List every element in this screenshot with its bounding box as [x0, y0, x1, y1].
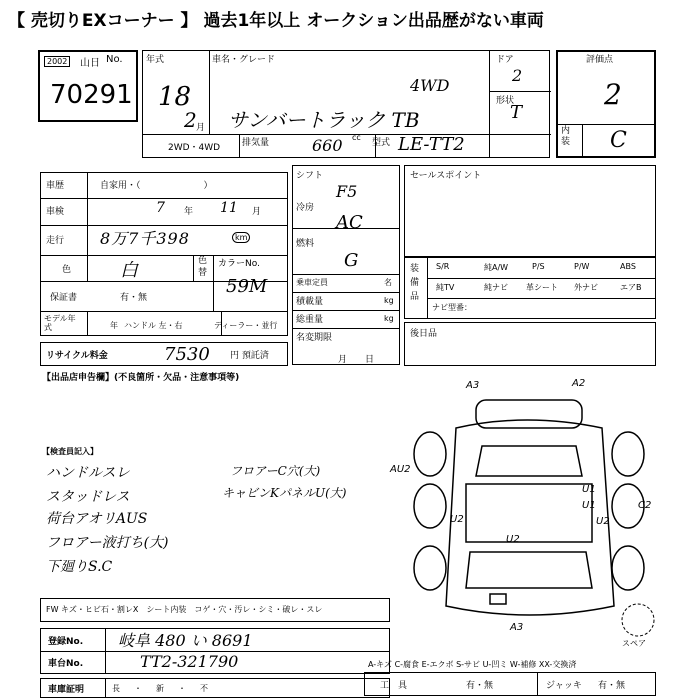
damage-mark: U2 [596, 516, 610, 527]
month-value: 2 [184, 108, 197, 132]
lot-number: 70291 [50, 80, 133, 110]
later-box [404, 322, 656, 366]
chassis-label: 車台No. [48, 659, 84, 669]
inspector-note: フロアー液打ち(大) [46, 535, 169, 551]
equipment-item: P/W [574, 262, 590, 271]
chassis-value: TT2-321790 [140, 652, 239, 671]
glass-interior-text: FW キズ・ヒビ石・割レX シート内装 コゲ・穴・汚レ・シミ・破レ・スレ [46, 605, 323, 614]
displacement-label: 排気量 [242, 138, 270, 148]
damage-mark: U2 [450, 514, 464, 525]
ac-label: 冷房 [296, 203, 315, 213]
inspector-note: スタッドレス [46, 489, 130, 505]
month-unit-2: 月 [252, 207, 262, 217]
damage-mark: U2 [506, 534, 520, 545]
drive-label: 2WD・4WD [168, 143, 221, 153]
month-unit: 月 [196, 123, 206, 133]
wheel-rl [414, 546, 446, 590]
inspector-note: フロアーC穴(大) [230, 464, 321, 478]
wheel-rr [612, 546, 644, 590]
name-label: 車名・グレード [212, 55, 276, 65]
inspector-note: ハンドルスレ [46, 465, 130, 481]
history-value: 自家用・（ ） [100, 181, 213, 191]
damage-legend: A-キズ C-腐食 E-エクボ S-サビ U-凹ミ W-補修 XX-交換済 [368, 660, 577, 669]
inspector-note: 下廻りS.C [46, 559, 113, 575]
lot-region: 2002 [44, 56, 70, 67]
mileage-value: 8万7千398 [100, 229, 190, 248]
cc-unit: cc [352, 133, 361, 142]
fuel-label: 燃料 [296, 239, 315, 249]
windshield-outline [476, 446, 582, 476]
equipment-item: エアB [620, 283, 642, 292]
damage-mark: A2 [572, 378, 586, 389]
navi-label: ナビ型番： [432, 303, 472, 312]
damage-mark: AU2 [390, 464, 411, 475]
recycle-label: リサイクル料金 [46, 351, 108, 361]
tools-value: 有・無 [466, 681, 494, 691]
header-title: 【 売切りEXコーナー 】 過去1年以上 オークション出品歴がない車両 [8, 11, 544, 31]
mileage-label: 走行 [46, 236, 65, 246]
shift-value: F5 [336, 182, 358, 201]
interior-label: 内装 [561, 126, 571, 147]
name-change-label: 名変期限 [296, 333, 333, 343]
shape-label: 形状 [496, 96, 515, 106]
damage-mark: A3 [510, 622, 524, 632]
equipment-item: 純ナビ [484, 283, 508, 292]
cert-options: 長・新・不 [112, 684, 222, 693]
year-unit: 年 [184, 207, 194, 217]
cert-label: 車庫証明 [48, 685, 85, 695]
equipment-item: 純A/W [484, 263, 509, 272]
jack-value: 有・無 [598, 681, 626, 691]
car-body-outline [446, 420, 614, 615]
door-label: ドア [496, 55, 514, 65]
wheel-fl [414, 432, 446, 476]
inspector-note: キャビンKパネルU(大) [222, 486, 347, 500]
capacity-label: 乗車定員 [296, 278, 328, 287]
handle-label: ハンドル 左・右 [124, 321, 183, 330]
model-year-label: モデル年式 [44, 314, 76, 332]
plate-outline [490, 594, 506, 604]
lot-site: 山日 [80, 58, 100, 69]
reg-label: 登録No. [48, 637, 84, 647]
ac-value: AC [336, 212, 363, 233]
damage-mark: A3 [466, 380, 480, 391]
inspector-label: 【検査員記入】 [42, 447, 98, 456]
color-label: 色 [62, 265, 72, 275]
year-text: 年 [110, 321, 118, 330]
damage-mark: U1 [582, 500, 596, 511]
recycle-unit: 円 預託済 [230, 351, 269, 361]
vehicle-name: サンバートラック TB [228, 108, 420, 132]
damage-mark: U1 [582, 484, 596, 495]
cabin-outline [466, 484, 592, 542]
capacity-unit: 名 [384, 278, 392, 287]
weight-unit: kg [384, 314, 394, 323]
color-no-value: 59M [226, 276, 268, 297]
inspection-label: 車検 [46, 207, 65, 217]
vehicle-detail-table [40, 172, 288, 336]
damage-mark: C2 [638, 500, 652, 511]
color-change-label: 色替 [198, 256, 208, 278]
name-change-unit: 月 日 [338, 355, 375, 365]
warranty-label: 保証書 [50, 293, 78, 303]
equipment-item: P/S [532, 262, 545, 271]
year-label: 年式 [146, 55, 165, 65]
wheel-ml [414, 484, 446, 528]
mileage-unit: km [232, 232, 250, 243]
equipment-item: 純TV [436, 283, 455, 292]
score-label: 評価点 [586, 55, 614, 65]
displacement-value: 660 [312, 136, 343, 155]
tools-label: 工 具 [380, 681, 408, 691]
shape-value: T [510, 102, 523, 123]
lot-no-label: No. [106, 54, 123, 65]
car-damage-diagram [386, 376, 676, 632]
spare-tire-icon [620, 602, 656, 638]
reg-value: 岐阜 480 い 8691 [118, 631, 253, 650]
recycle-value: 7530 [164, 344, 210, 365]
score-value: 2 [604, 78, 622, 111]
equipment-item: 革シート [526, 283, 558, 292]
inspection-month: 11 [220, 200, 238, 216]
later-label: 後日品 [410, 329, 438, 339]
equipment-label: 装備品 [410, 264, 420, 302]
load-label: 積載量 [296, 297, 324, 307]
inspection-year: 7 [156, 200, 165, 216]
shift-label: シフト [296, 171, 324, 181]
year-value: 18 [158, 82, 192, 112]
store-notes-label: 【出品店申告欄】(不良箇所・欠品・注意事項等) [42, 373, 240, 383]
weight-label: 総重量 [296, 315, 324, 325]
dealer-label: ディーラー・並行 [214, 321, 278, 330]
rear-outline [466, 552, 592, 588]
door-value: 2 [512, 66, 523, 85]
wheel-fr [612, 432, 644, 476]
fuel-value: G [344, 250, 359, 271]
interior-value: C [610, 128, 627, 153]
jack-label: ジャッキ [546, 681, 582, 691]
lot-box [38, 50, 138, 122]
sales-label: セールスポイント [410, 171, 482, 181]
warranty-value: 有・無 [120, 293, 148, 303]
color-value: 白 [120, 260, 138, 281]
inspector-note: 荷台アオリAUS [46, 511, 148, 527]
model-value: LE-TT2 [398, 134, 465, 155]
equipment-item: 外ナビ [574, 283, 598, 292]
drive-handwritten: 4WD [410, 76, 450, 95]
model-label: 型式 [372, 138, 391, 148]
car-roof-outline [476, 400, 582, 428]
equipment-item: ABS [620, 262, 636, 271]
history-label: 車歴 [46, 181, 65, 191]
color-no-label: カラーNo. [218, 259, 260, 269]
equipment-item: S/R [436, 262, 450, 271]
load-unit: kg [384, 296, 394, 305]
spare-label: スペア [622, 639, 646, 648]
